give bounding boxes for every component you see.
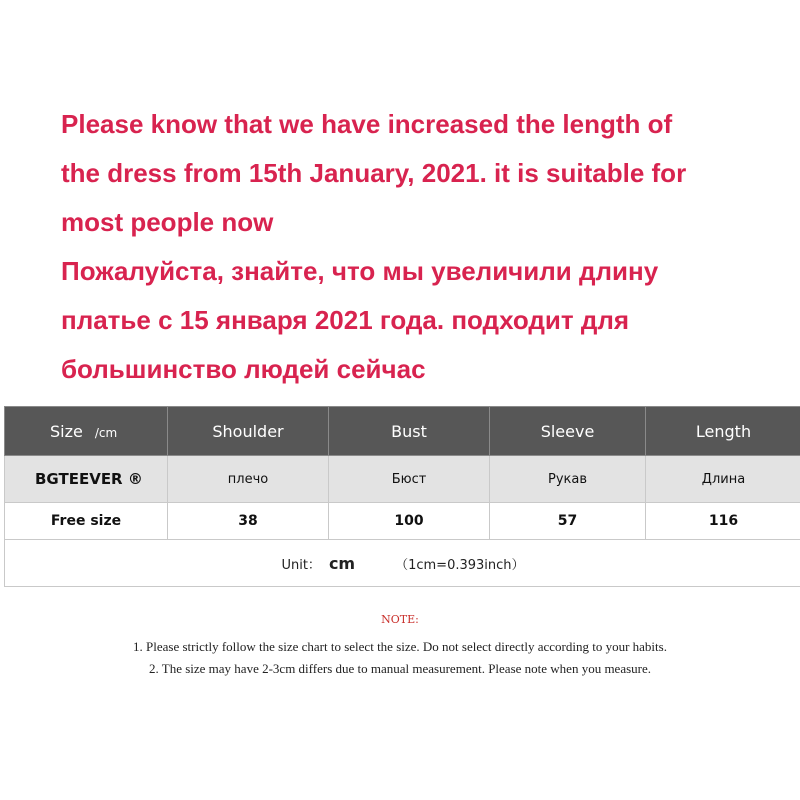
brand-row-sleeve: Рукав (490, 456, 646, 503)
header-size-label: Size (50, 421, 83, 441)
header-sleeve: Sleeve (490, 407, 646, 456)
brand-row-length: Длина (646, 456, 800, 503)
value-bust: 100 (329, 503, 490, 540)
notice-line-6: большинство людей сейчас (61, 354, 426, 384)
unit-value: cm (328, 553, 356, 573)
unit-label: Unit： (281, 557, 321, 573)
value-size: Free size (5, 503, 168, 540)
length-update-notice (61, 100, 791, 394)
value-sleeve: 57 (490, 503, 646, 540)
notice-line-4: Пожалуйста, знайте, что мы увеличили длину (61, 256, 659, 286)
size-chart-values-row (5, 503, 800, 540)
notice-line-1: Please know that we have increased the length of (61, 109, 673, 139)
header-size-cell (5, 407, 168, 456)
value-shoulder: 38 (168, 503, 329, 540)
value-length: 116 (646, 503, 800, 540)
size-chart-unit-row (5, 540, 800, 587)
note-list (0, 636, 800, 680)
notice-line-5: платье с 15 января 2021 года. подходит для (61, 305, 630, 335)
notice-line-3: most people now (61, 207, 274, 237)
size-chart-header-row (5, 407, 800, 456)
header-size-unit: /cm (94, 425, 118, 440)
unit-conversion: （1cm=0.393inch） (395, 557, 525, 573)
note-item-1: 1. Please strictly follow the size chart to select the size. Do not select directly according to your habits. (133, 639, 667, 654)
brand-name: BGTEEVER ® (5, 456, 168, 503)
brand-row-shoulder: плечо (168, 456, 329, 503)
header-bust: Bust (329, 407, 490, 456)
header-shoulder: Shoulder (168, 407, 329, 456)
note-item-2: 2. The size may have 2-3cm differs due to manual measurement. Please note when you measure. (148, 661, 652, 676)
brand-row-bust: Бюст (329, 456, 490, 503)
header-length: Length (646, 407, 800, 456)
unit-cell (5, 540, 800, 587)
note-title: NOTE: (381, 613, 419, 626)
notice-line-2: the dress from 15th January, 2021. it is suitable for (61, 158, 687, 188)
size-chart-table (4, 406, 800, 587)
size-chart-brand-row (5, 456, 800, 503)
